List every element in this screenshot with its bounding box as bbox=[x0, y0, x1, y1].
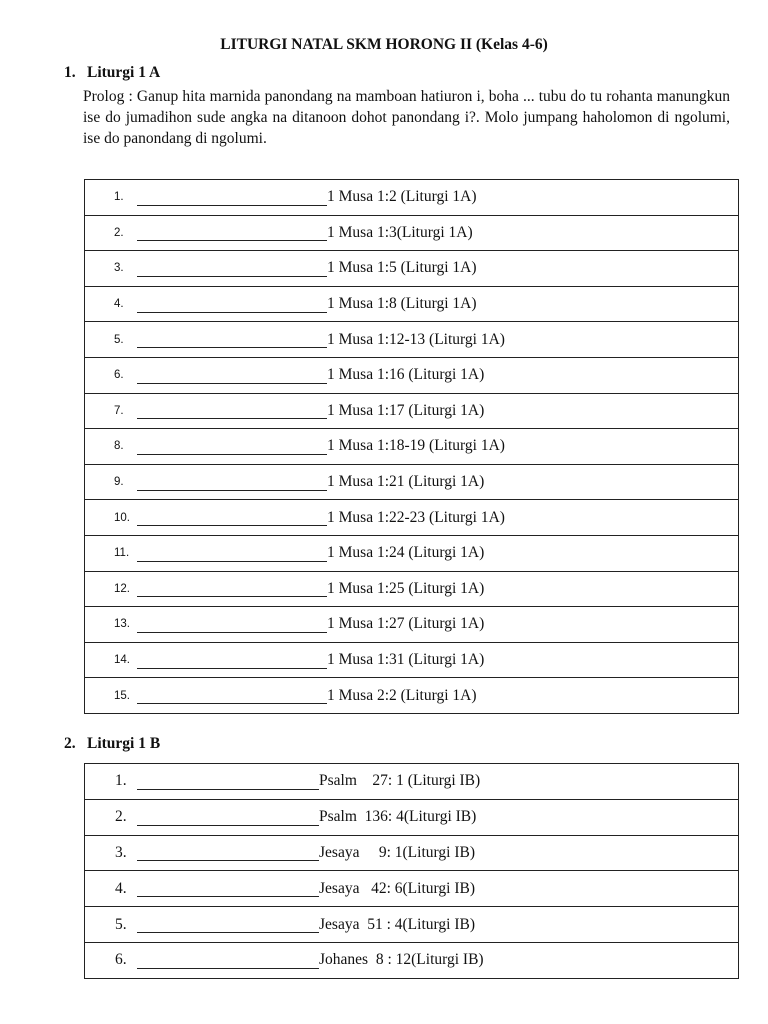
table-cell bbox=[85, 393, 739, 429]
section-1-heading bbox=[64, 64, 160, 82]
scripture-reference: 1 Musa 1:16 (Liturgi 1A) bbox=[327, 366, 485, 384]
row-number: 10. bbox=[114, 511, 130, 524]
answer-blank[interactable] bbox=[137, 775, 319, 790]
answer-blank[interactable] bbox=[137, 689, 327, 704]
table-row bbox=[85, 429, 739, 465]
table-cell bbox=[85, 571, 739, 607]
section-2-number: 2. bbox=[64, 735, 76, 752]
answer-blank[interactable] bbox=[137, 440, 327, 455]
row-number: 1. bbox=[115, 772, 127, 790]
scripture-reference: Psalm 27: 1 (Liturgi IB) bbox=[319, 772, 481, 790]
row-number: 14. bbox=[114, 654, 130, 667]
row-number: 11. bbox=[114, 547, 130, 560]
table-row bbox=[85, 764, 739, 800]
section-1-number: 1. bbox=[64, 64, 76, 81]
table-cell bbox=[85, 642, 739, 678]
scripture-reference: 1 Musa 1:18-19 (Liturgi 1A) bbox=[327, 437, 505, 455]
table-cell bbox=[85, 535, 739, 571]
scripture-reference: 1 Musa 1:8 (Liturgi 1A) bbox=[327, 295, 477, 313]
table-cell bbox=[85, 907, 739, 943]
table-row bbox=[85, 251, 739, 287]
table-cell bbox=[85, 607, 739, 643]
row-number: 2. bbox=[114, 226, 124, 239]
table-row bbox=[85, 357, 739, 393]
row-number: 3. bbox=[114, 262, 124, 275]
answer-blank[interactable] bbox=[137, 882, 319, 897]
row-number: 15. bbox=[114, 689, 130, 702]
liturgi-1b-table bbox=[84, 763, 739, 979]
answer-blank[interactable] bbox=[137, 476, 327, 491]
scripture-reference: Jesaya 42: 6(Liturgi IB) bbox=[319, 879, 475, 897]
table-cell bbox=[85, 251, 739, 287]
table-row bbox=[85, 942, 739, 978]
row-number: 9. bbox=[114, 476, 124, 489]
answer-blank[interactable] bbox=[137, 918, 319, 933]
answer-blank[interactable] bbox=[137, 191, 327, 206]
scripture-reference: 1 Musa 1:12-13 (Liturgi 1A) bbox=[327, 330, 505, 348]
row-number: 4. bbox=[115, 879, 127, 897]
table-cell bbox=[85, 429, 739, 465]
prolog-text: Prolog : Ganup hita marnida panondang na mamboan hatiuron i, boha ... tubu do tu rohanta manungkun ise do jumadihon sude angka na ditanoon dohot panondang i?. Molo jumpang haholomon di ngolumi, ise do panondang di ngolumi. bbox=[83, 88, 730, 147]
answer-blank[interactable] bbox=[137, 547, 327, 562]
table-row bbox=[85, 607, 739, 643]
answer-blank[interactable] bbox=[137, 511, 327, 526]
table-cell bbox=[85, 322, 739, 358]
answer-blank[interactable] bbox=[137, 369, 327, 384]
row-number: 6. bbox=[115, 951, 127, 969]
answer-blank[interactable] bbox=[137, 333, 327, 348]
table-row bbox=[85, 464, 739, 500]
scripture-reference: 1 Musa 1:24 (Liturgi 1A) bbox=[327, 544, 485, 562]
table-row bbox=[85, 871, 739, 907]
table-cell bbox=[85, 764, 739, 800]
table-row bbox=[85, 500, 739, 536]
answer-blank[interactable] bbox=[137, 262, 327, 277]
row-number: 13. bbox=[114, 618, 130, 631]
table-row bbox=[85, 835, 739, 871]
row-number: 7. bbox=[114, 404, 124, 417]
document-title: LITURGI NATAL SKM HORONG II (Kelas 4-6) bbox=[220, 36, 548, 53]
answer-blank[interactable] bbox=[137, 846, 319, 861]
row-number: 1. bbox=[114, 191, 124, 204]
scripture-reference: 1 Musa 1:25 (Liturgi 1A) bbox=[327, 579, 485, 597]
row-number: 6. bbox=[114, 369, 124, 382]
table-row bbox=[85, 535, 739, 571]
scripture-reference: Psalm 136: 4(Liturgi IB) bbox=[319, 808, 477, 826]
table-cell bbox=[85, 835, 739, 871]
row-number: 5. bbox=[115, 915, 127, 933]
row-number: 3. bbox=[115, 843, 127, 861]
table-cell bbox=[85, 871, 739, 907]
answer-blank[interactable] bbox=[137, 582, 327, 597]
answer-blank[interactable] bbox=[137, 811, 319, 826]
answer-blank[interactable] bbox=[137, 954, 319, 969]
table-cell bbox=[85, 464, 739, 500]
table-row bbox=[85, 678, 739, 714]
row-number: 5. bbox=[114, 333, 124, 346]
table-cell bbox=[85, 799, 739, 835]
scripture-reference: 1 Musa 1:3(Liturgi 1A) bbox=[327, 223, 473, 241]
scripture-reference: 1 Musa 1:31 (Liturgi 1A) bbox=[327, 651, 485, 669]
scripture-reference: 1 Musa 1:17 (Liturgi 1A) bbox=[327, 401, 485, 419]
table-cell bbox=[85, 678, 739, 714]
answer-blank[interactable] bbox=[137, 404, 327, 419]
table-row bbox=[85, 322, 739, 358]
answer-blank[interactable] bbox=[137, 618, 327, 633]
liturgi-1a-table bbox=[84, 179, 739, 714]
answer-blank[interactable] bbox=[137, 654, 327, 669]
table-row bbox=[85, 286, 739, 322]
table-row bbox=[85, 907, 739, 943]
scripture-reference: Jesaya 51 : 4(Liturgi IB) bbox=[319, 915, 475, 933]
scripture-reference: Johanes 8 : 12(Liturgi IB) bbox=[319, 951, 484, 969]
table-row bbox=[85, 799, 739, 835]
table-row bbox=[85, 571, 739, 607]
table-row bbox=[85, 180, 739, 216]
row-number: 4. bbox=[114, 298, 124, 311]
table-cell bbox=[85, 215, 739, 251]
table-row bbox=[85, 642, 739, 678]
row-number: 2. bbox=[115, 808, 127, 826]
scripture-reference: 1 Musa 2:2 (Liturgi 1A) bbox=[327, 686, 477, 704]
scripture-reference: 1 Musa 1:22-23 (Liturgi 1A) bbox=[327, 508, 505, 526]
scripture-reference: 1 Musa 1:5 (Liturgi 1A) bbox=[327, 259, 477, 277]
table-cell bbox=[85, 180, 739, 216]
row-number: 12. bbox=[114, 582, 130, 595]
answer-blank[interactable] bbox=[137, 226, 327, 241]
table-row bbox=[85, 393, 739, 429]
table-cell bbox=[85, 357, 739, 393]
section-2-heading bbox=[64, 735, 160, 753]
scripture-reference: 1 Musa 1:27 (Liturgi 1A) bbox=[327, 615, 485, 633]
section-1-title: Liturgi 1 A bbox=[87, 64, 161, 81]
scripture-reference: 1 Musa 1:21 (Liturgi 1A) bbox=[327, 473, 485, 491]
answer-blank[interactable] bbox=[137, 298, 327, 313]
table-cell bbox=[85, 500, 739, 536]
scripture-reference: Jesaya 9: 1(Liturgi IB) bbox=[319, 843, 475, 861]
section-2-title: Liturgi 1 B bbox=[87, 735, 161, 752]
table-cell bbox=[85, 286, 739, 322]
scripture-reference: 1 Musa 1:2 (Liturgi 1A) bbox=[327, 188, 477, 206]
table-cell bbox=[85, 942, 739, 978]
row-number: 8. bbox=[114, 440, 124, 453]
table-row bbox=[85, 215, 739, 251]
